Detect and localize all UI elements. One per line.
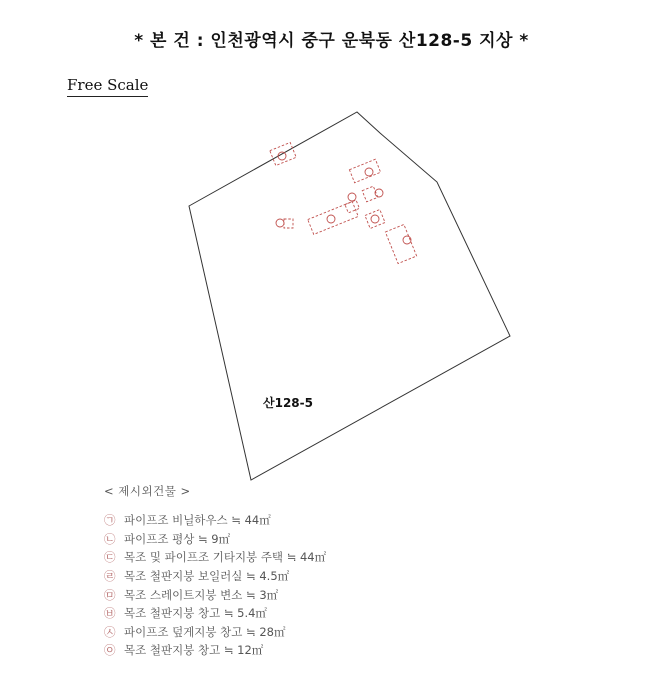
building-outline-g [365,210,385,229]
legend-item [104,567,624,586]
legend-item-text: 목조 스레이트지붕 변소 ≒ 3㎡ [124,587,279,602]
parcel-number-label: 산128-5 [263,396,313,410]
legend [104,483,624,660]
legend-heading: < 제시외건물 > [104,484,191,498]
legend-item-marker: ㉣ [104,569,116,584]
legend-item [104,641,624,660]
legend-item-marker: ㉥ [104,606,116,621]
legend-item [104,623,624,642]
scale-label: Free Scale [67,76,148,97]
legend-item [104,585,624,604]
building-outline-a [270,142,296,165]
legend-item [104,604,624,623]
building-outline-f [308,202,358,235]
building-outline-h [385,224,416,263]
building-outline-d [362,186,383,202]
parcel-boundary [189,112,510,480]
legend-item-marker: ㉢ [104,550,116,565]
legend-item-text: 목조 철판지붕 보일러실 ≒ 4.5㎡ [124,569,290,584]
legend-item-text: 목조 철판지붕 창고 ≒ 5.4㎡ [124,606,267,621]
legend-item-text: 파이프조 평상 ≒ 9㎡ [124,531,231,546]
legend-item-text: 목조 및 파이프조 기타지붕 주택 ≒ 44㎡ [124,550,327,565]
legend-item-text: 목조 철판지붕 창고 ≒ 12㎡ [124,643,264,658]
legend-item [104,548,624,567]
legend-item-marker: ㉡ [104,531,116,546]
legend-item-marker: ㉦ [104,624,116,639]
legend-item [104,511,624,530]
legend-item-text: 파이프조 덮게지붕 창고 ≒ 28㎡ [124,624,286,639]
building-outline-b [349,159,380,182]
legend-item-marker: ㉠ [104,513,116,528]
legend-item [104,530,624,549]
building-outline-e [276,219,293,228]
building-outline-c [345,193,359,213]
document-title: * 본 건 : 인천광역시 중구 운북동 산128-5 지상 * [134,31,529,51]
legend-item-marker: ㉧ [104,643,116,658]
legend-item-text: 파이프조 비닐하우스 ≒ 44㎡ [124,513,271,528]
legend-item-marker: ㉤ [104,587,116,602]
